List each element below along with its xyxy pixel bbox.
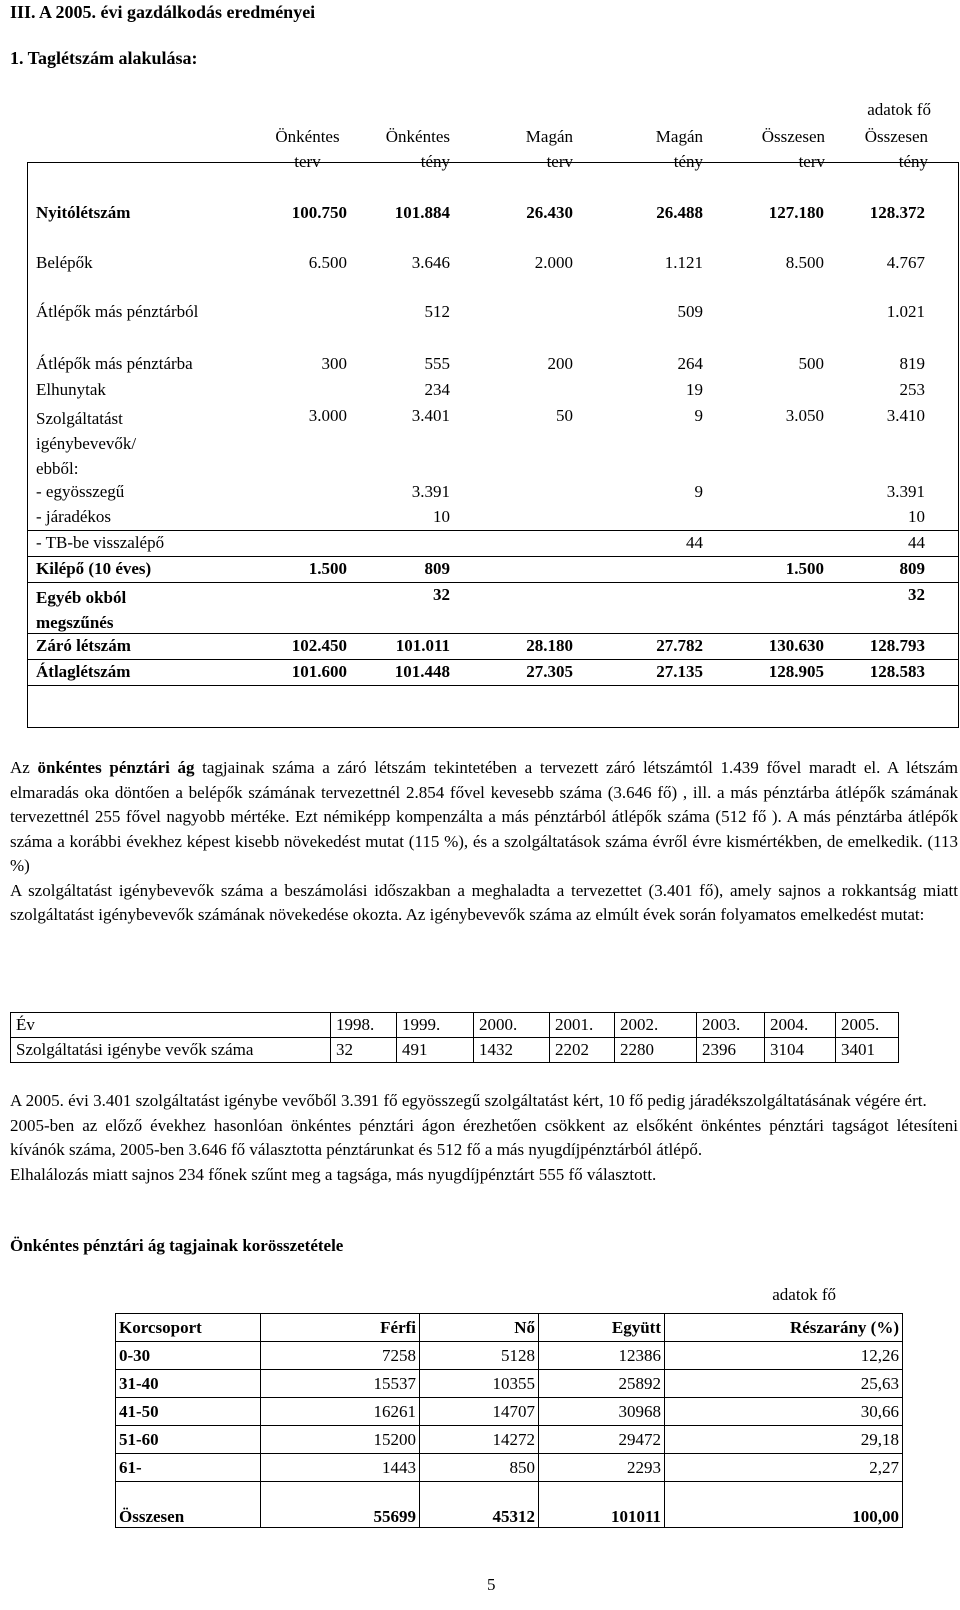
cell: 19 xyxy=(686,380,703,399)
row-label: Egyéb okból megszűnés xyxy=(36,588,127,632)
row-label: Kilépő (10 éves) xyxy=(36,559,152,578)
cell: 50 xyxy=(556,406,573,425)
cell: 28.180 xyxy=(526,636,573,655)
cell: 102.450 xyxy=(291,636,347,655)
cell: 819 xyxy=(899,354,925,373)
text-paragraph xyxy=(10,1089,958,1187)
cell: 9 xyxy=(694,406,703,425)
cell: 2004. xyxy=(765,1013,836,1038)
cell: 7258 xyxy=(261,1342,420,1370)
cell: 8.500 xyxy=(785,253,824,272)
cell: 2005. xyxy=(836,1013,899,1038)
row-divider xyxy=(27,582,959,583)
cell: 300 xyxy=(321,354,347,373)
cell: 26.430 xyxy=(526,203,573,222)
text-paragraph xyxy=(10,756,958,928)
cell: 10 xyxy=(433,507,450,526)
row-divider xyxy=(27,685,959,686)
cell: 128.793 xyxy=(869,636,925,655)
paragraph-2: A szolgáltatást igénybevevők száma a beszámolási időszakban a meghaladta a tervezettet (3.401 fő), amely sajnos a rokkantság miatt szolgáltatást igénybevevők számának növekedése okozta. Az igénybevevők száma az elmúlt évek során folyamatos emelkedést mutat: xyxy=(10,880,958,924)
cell: 1998. xyxy=(331,1013,397,1038)
cell: 4.767 xyxy=(886,253,925,272)
age-heading: Önkéntes pénztári ág tagjainak korösszetétele xyxy=(10,1236,344,1255)
cell: 61- xyxy=(116,1454,261,1482)
cell: 100.750 xyxy=(291,203,347,222)
cell: 850 xyxy=(420,1454,539,1482)
cell: 45312 xyxy=(420,1482,539,1528)
table-row xyxy=(11,1013,899,1038)
cell: 9 xyxy=(694,482,703,501)
row-divider xyxy=(27,633,959,634)
cell: 5128 xyxy=(420,1342,539,1370)
cell: 3.410 xyxy=(886,406,925,425)
cell: 2001. xyxy=(550,1013,615,1038)
cell: 3.050 xyxy=(785,406,824,425)
cell: 27.782 xyxy=(656,636,703,655)
cell: 100,00 xyxy=(665,1482,903,1528)
cell: 15200 xyxy=(261,1426,420,1454)
cell: Korcsoport xyxy=(116,1314,261,1342)
cell: 2003. xyxy=(697,1013,765,1038)
table-row xyxy=(116,1426,903,1454)
row-label: Nyitólétszám xyxy=(36,203,131,222)
paragraph-1: Az önkéntes pénztári ág tagjainak száma a záró létszám tekintetében a tervezett záró létszámtól 1.439 fővel maradt el. A létszám elmaradás oka döntően a belépők számának tervezettnél 2.854 fővel kevesebb száma (3.646 fő) , ill. a más pénztárba átlépők számának tervezettnél 255 fővel nagyobb mértéke. Ezt némiképp kompenzálta a más pénztárból átlépők száma (512 fő ). A más pénztárba átlépők száma a korábbi évekhez képest kisebb növekedést mutat (115 %), és a szolgáltatások száma évről évre kismértékben, de emelkedik. (113 %) xyxy=(10,758,958,875)
cell: 3.391 xyxy=(411,482,450,501)
table-row xyxy=(116,1398,903,1426)
cell: 809 xyxy=(424,559,450,578)
cell: 500 xyxy=(798,354,824,373)
cell: 512 xyxy=(424,302,450,321)
section-heading: III. A 2005. évi gazdálkodás eredményei xyxy=(10,2,316,22)
cell: Összesen xyxy=(116,1482,261,1528)
cell: 809 xyxy=(899,559,925,578)
cell: 128.583 xyxy=(869,662,925,681)
cell: 55699 xyxy=(261,1482,420,1528)
cell: 509 xyxy=(677,302,703,321)
header-col-2: Önkéntes tény xyxy=(385,127,450,171)
cell: 1.121 xyxy=(664,253,703,272)
table-row xyxy=(116,1370,903,1398)
cell: 29472 xyxy=(539,1426,665,1454)
cell: 3.391 xyxy=(886,482,925,501)
row-label: Záró létszám xyxy=(36,636,131,655)
cell: 15537 xyxy=(261,1370,420,1398)
row-label: Átlaglétszám xyxy=(36,662,131,681)
cell: 1.021 xyxy=(886,302,925,321)
header-col-6: Összesen tény xyxy=(864,127,928,171)
cell: 44 xyxy=(686,533,703,552)
cell: 51-60 xyxy=(116,1426,261,1454)
cell: 25,63 xyxy=(665,1370,903,1398)
cell: 101.448 xyxy=(394,662,450,681)
cell: 101.884 xyxy=(394,203,450,222)
cell: 12,26 xyxy=(665,1342,903,1370)
cell: 10355 xyxy=(420,1370,539,1398)
cell: Részarány (%) xyxy=(665,1314,903,1342)
row-label: Átlépők más pénztárba xyxy=(36,354,193,373)
cell: Év xyxy=(11,1013,331,1038)
row-label: Elhunytak xyxy=(36,380,106,399)
age-table xyxy=(115,1313,903,1528)
header-col-3: Magán terv xyxy=(525,127,573,171)
cell: 1999. xyxy=(397,1013,474,1038)
cell: 491 xyxy=(397,1038,474,1063)
cell: 1.500 xyxy=(308,559,347,578)
subsection-heading: 1. Taglétszám alakulása: xyxy=(10,48,198,68)
cell: 31-40 xyxy=(116,1370,261,1398)
cell: 3.000 xyxy=(308,406,347,425)
row-label: - járadékos xyxy=(36,507,112,526)
cell: 101.011 xyxy=(395,636,450,655)
table-row xyxy=(116,1342,903,1370)
row-label: Átlépők más pénztárból xyxy=(36,302,199,321)
row-label: Belépők xyxy=(36,253,93,272)
cell: Férfi xyxy=(261,1314,420,1342)
header-col-4: Magán tény xyxy=(655,127,703,171)
cell: 6.500 xyxy=(308,253,347,272)
cell: 3.646 xyxy=(411,253,450,272)
cell: 3104 xyxy=(765,1038,836,1063)
row-divider xyxy=(27,556,959,557)
header-col-1: Önkéntes terv xyxy=(275,127,340,171)
cell: 2002. xyxy=(615,1013,697,1038)
paragraph-4: 2005-ben az előző évekhez hasonlóan önkéntes pénztári ágon érezhetően csökkent az elsőként önkéntes pénztári tagságot létesíteni kívánók száma, 2005-ben 3.646 fő választotta pénztárunkat és 512 fő a más nyugdíjpénztárból átlépő. xyxy=(10,1115,958,1159)
cell: 14272 xyxy=(420,1426,539,1454)
cell: 1432 xyxy=(474,1038,550,1063)
cell: 32 xyxy=(908,585,925,604)
cell: 101.600 xyxy=(291,662,347,681)
cell: 127.180 xyxy=(768,203,824,222)
cell: 2,27 xyxy=(665,1454,903,1482)
cell: 14707 xyxy=(420,1398,539,1426)
paragraph-5: Elhalálozás miatt sajnos 234 főnek szűnt meg a tagsága, más nyugdíjpénztárt 555 fő választott. xyxy=(10,1164,657,1184)
cell: 2280 xyxy=(615,1038,697,1063)
cell: 26.488 xyxy=(656,203,703,222)
cell: 27.135 xyxy=(656,662,703,681)
cell: 2.000 xyxy=(534,253,573,272)
cell: 3401 xyxy=(836,1038,899,1063)
row-divider xyxy=(27,659,959,660)
cell: 16261 xyxy=(261,1398,420,1426)
table-row-total xyxy=(116,1482,903,1528)
cell: 10 xyxy=(908,507,925,526)
row-label: - egyösszegű xyxy=(36,482,125,501)
cell: 27.305 xyxy=(526,662,573,681)
cell: 41-50 xyxy=(116,1398,261,1426)
years-table xyxy=(10,1012,899,1063)
cell: 253 xyxy=(899,380,925,399)
unit-note: adatok fő xyxy=(772,1285,836,1304)
cell: 3.401 xyxy=(411,406,450,425)
table-row xyxy=(11,1038,899,1063)
cell: 30968 xyxy=(539,1398,665,1426)
cell: 1443 xyxy=(261,1454,420,1482)
cell: 128.372 xyxy=(869,203,925,222)
cell: 1.500 xyxy=(785,559,824,578)
table-header xyxy=(116,1314,903,1342)
header-col-5: Összesen terv xyxy=(761,127,825,171)
cell: Együtt xyxy=(539,1314,665,1342)
paragraph-3: A 2005. évi 3.401 szolgáltatást igénybe vevőből 3.391 fő egyösszegű szolgáltatást kért, 10 fő pedig járadékszolgáltatásának végére ért. xyxy=(10,1091,927,1110)
cell: 2396 xyxy=(697,1038,765,1063)
cell: 2293 xyxy=(539,1454,665,1482)
unit-note: adatok fő xyxy=(867,100,931,119)
cell: 44 xyxy=(908,533,925,552)
cell: 2000. xyxy=(474,1013,550,1038)
row-label: Szolgáltatást igénybevevők/ ebből: xyxy=(36,409,137,478)
cell: 32 xyxy=(433,585,450,604)
cell: 234 xyxy=(424,380,450,399)
cell: 32 xyxy=(331,1038,397,1063)
cell: 555 xyxy=(424,354,450,373)
cell: 0-30 xyxy=(116,1342,261,1370)
row-divider xyxy=(27,530,959,531)
page-number: 5 xyxy=(487,1575,496,1594)
cell: 128.905 xyxy=(768,662,824,681)
cell: 25892 xyxy=(539,1370,665,1398)
cell: 12386 xyxy=(539,1342,665,1370)
cell: 29,18 xyxy=(665,1426,903,1454)
cell: 101011 xyxy=(539,1482,665,1528)
cell: Szolgáltatási igénybe vevők száma xyxy=(11,1038,331,1063)
cell: 130.630 xyxy=(768,636,824,655)
table-row xyxy=(116,1454,903,1482)
cell: 30,66 xyxy=(665,1398,903,1426)
cell: Nő xyxy=(420,1314,539,1342)
cell: 200 xyxy=(547,354,573,373)
cell: 2202 xyxy=(550,1038,615,1063)
row-label: - TB-be visszalépő xyxy=(36,533,165,552)
cell: 264 xyxy=(677,354,703,373)
